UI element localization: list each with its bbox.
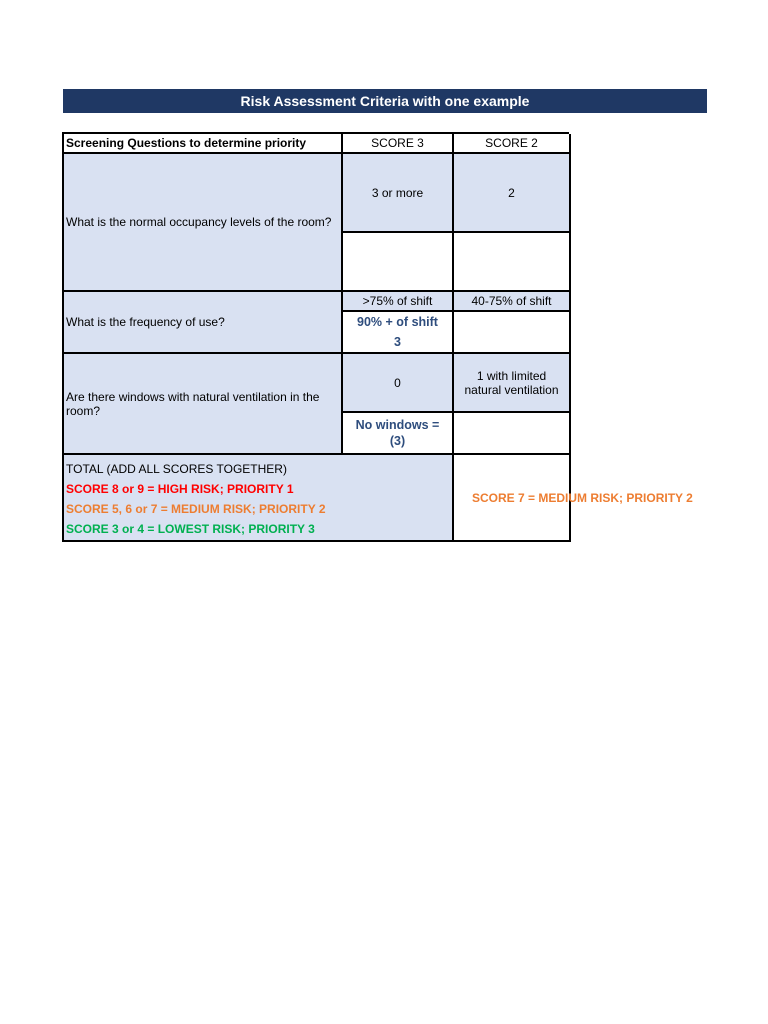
windows-score2-example: [454, 413, 571, 455]
windows-score3-example: No windows = (3): [343, 413, 454, 455]
windows-score3: 0: [343, 354, 454, 413]
header-score3: SCORE 3: [343, 134, 454, 154]
frequency-score3-example: [343, 312, 454, 354]
total-label: TOTAL (ADD ALL SCORES TOGETHER): [66, 462, 287, 476]
question-frequency: What is the frequency of use?: [64, 292, 343, 354]
frequency-score3: >75% of shift: [343, 292, 454, 312]
frequency-example-text: 90% + of shift: [357, 315, 438, 329]
risk-table: [62, 132, 693, 542]
occupancy-score2: 2: [454, 154, 571, 233]
occupancy-score2-example: [454, 233, 571, 292]
question-windows: Are there windows with natural ventilation in the room?: [64, 354, 343, 455]
occupancy-score3-example: [343, 233, 454, 292]
occupancy-score3: 3 or more: [343, 154, 454, 233]
frequency-score2: 40-75% of shift: [454, 292, 571, 312]
frequency-score2-example: [454, 312, 571, 354]
legend-high-risk: SCORE 8 or 9 = HIGH RISK; PRIORITY 1: [66, 482, 294, 496]
frequency-example-score: 3: [394, 335, 401, 349]
header-score2: SCORE 2: [454, 134, 571, 154]
legend-low-risk: SCORE 3 or 4 = LOWEST RISK; PRIORITY 3: [66, 522, 315, 536]
windows-score2: 1 with limited natural ventilation: [454, 354, 571, 413]
legend-medium-risk: SCORE 5, 6 or 7 = MEDIUM RISK; PRIORITY 2: [66, 502, 326, 516]
header-questions: Screening Questions to determine priority: [64, 134, 343, 154]
question-occupancy: What is the normal occupancy levels of the room?: [64, 154, 343, 292]
total-result: SCORE 7 = MEDIUM RISK; PRIORITY 2: [454, 455, 571, 542]
total-legend: [64, 455, 454, 542]
sheet-title: Risk Assessment Criteria with one example: [63, 89, 707, 113]
